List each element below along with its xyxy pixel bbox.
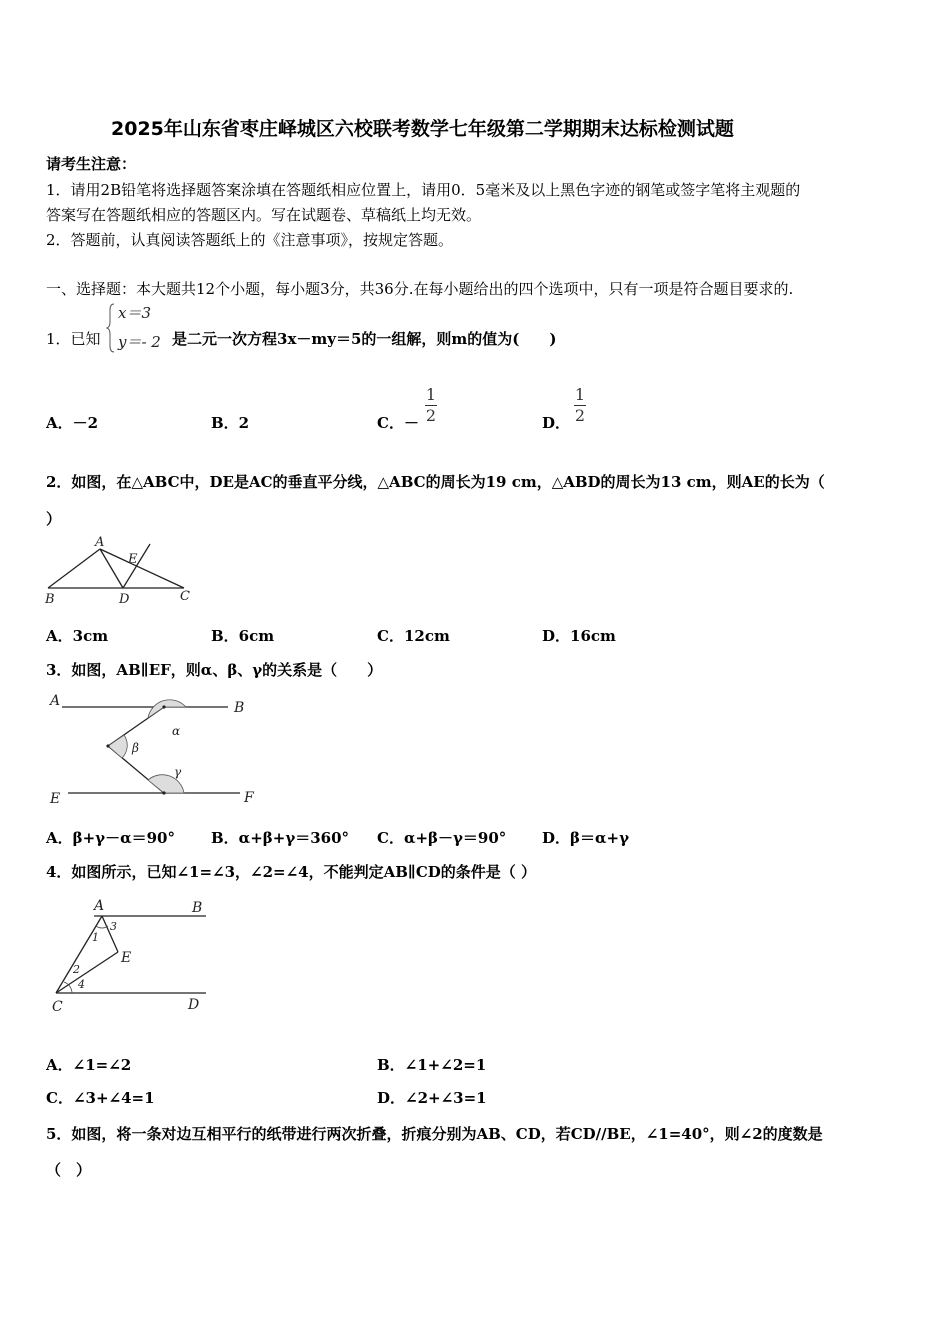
q5-text-line-2: （ ）	[46, 1161, 92, 1179]
q4-label-b: B	[192, 900, 203, 916]
q1-prefix: 1．已知	[46, 330, 101, 348]
q2-figure	[44, 534, 192, 608]
q4-label-2: 2	[73, 963, 80, 976]
q4-label-a: A	[94, 898, 105, 914]
q1-equation-system	[106, 300, 172, 356]
q4-label-1: 1	[92, 931, 99, 944]
q2-option-d: D．16cm	[542, 627, 616, 645]
q4-label-c: C	[52, 999, 63, 1015]
q3-text: 3．如图，AB∥EF，则α、β、γ的关系是（ ）	[46, 661, 383, 679]
q4-option-b: B．∠1+∠2=1	[377, 1056, 487, 1074]
q2-text-line-2: ）	[46, 510, 62, 528]
q4-option-c: C．∠3+∠4=1	[46, 1089, 155, 1107]
q2-option-a: A．3cm	[46, 627, 109, 645]
notice-item-2: 2．答题前，认真阅读答题纸上的《注意事项》，按规定答题。	[46, 231, 454, 249]
q4-text: 4．如图所示，已知∠1=∠3，∠2=∠4，不能判定AB∥CD的条件是（ ）	[46, 863, 537, 881]
q4-label-3: 3	[110, 920, 117, 933]
q4-option-a: A．∠1=∠2	[46, 1056, 132, 1074]
q3-label-gamma: γ	[174, 765, 182, 779]
q3-label-f: F	[244, 790, 254, 806]
q2-option-b: B．6cm	[211, 627, 275, 645]
q1-option-c: C．－	[377, 414, 419, 432]
notice-item-1-line-1: 1．请用2B铅笔将选择题答案涂填在答题纸相应位置上，请用0．5毫米及以上黑色字迹的钢笔或签字笔将主观题的	[46, 181, 801, 199]
q2-label-c: C	[180, 589, 190, 604]
q3-option-c: C．α+β－γ＝90°	[377, 829, 507, 847]
q3-label-b: B	[234, 700, 245, 716]
q2-label-d: D	[119, 592, 130, 607]
q4-option-d: D．∠2+∠3=1	[377, 1089, 487, 1107]
notice-item-1-line-2: 答案写在答题纸相应的答题区内。写在试题卷、草稿纸上均无效。	[46, 206, 482, 224]
q3-option-d: D．β＝α+γ	[542, 829, 629, 847]
q5-text-line-1: 5．如图，将一条对边互相平行的纸带进行两次折叠，折痕分别为AB、CD，若CD//BE，∠1=40°，则∠2的度数是	[46, 1125, 823, 1143]
q3-label-beta: β	[132, 741, 139, 755]
q1-option-a: A．－2	[46, 414, 99, 432]
q3-option-a: A．β+γ－α＝90°	[46, 829, 175, 847]
q1-option-c-fraction: 1 2	[425, 385, 437, 425]
q3-label-e: E	[50, 791, 61, 807]
q1-option-d: D．	[542, 414, 571, 432]
section-heading: 一、选择题：本大题共12个小题，每小题3分，共36分.在每小题给出的四个选项中，只有一项是符合题目要求的.	[46, 280, 794, 298]
q3-label-a: A	[50, 693, 61, 709]
q4-label-e: E	[121, 950, 132, 966]
q3-label-alpha: α	[172, 724, 181, 738]
q3-option-b: B．α+β+γ＝360°	[211, 829, 350, 847]
q2-label-a: A	[95, 535, 105, 550]
q2-option-c: C．12cm	[377, 627, 450, 645]
q2-label-e: E	[128, 552, 138, 567]
notice-heading: 请考生注意：	[46, 155, 137, 173]
q1-option-b: B．2	[211, 414, 250, 432]
q4-label-4: 4	[78, 978, 85, 991]
q4-label-d: D	[188, 997, 200, 1013]
q1-eq-x: x＝3	[118, 304, 152, 322]
page-title: 2025年山东省枣庄峄城区六校联考数学七年级第二学期期末达标检测试题	[111, 118, 734, 140]
q1-option-d-fraction: 1 2	[574, 385, 586, 425]
q1-text: 是二元一次方程3x－my＝5的一组解，则m的值为( )	[172, 330, 557, 348]
q4-figure	[46, 892, 212, 1022]
q3-figure	[44, 690, 264, 810]
q2-text-line-1: 2．如图，在△ABC中，DE是AC的垂直平分线，△ABC的周长为19 cm，△ABD的周长为13 cm，则AE的长为（	[46, 473, 825, 491]
q1-eq-y: y＝- 2	[118, 333, 161, 351]
q2-label-b: B	[45, 592, 55, 607]
